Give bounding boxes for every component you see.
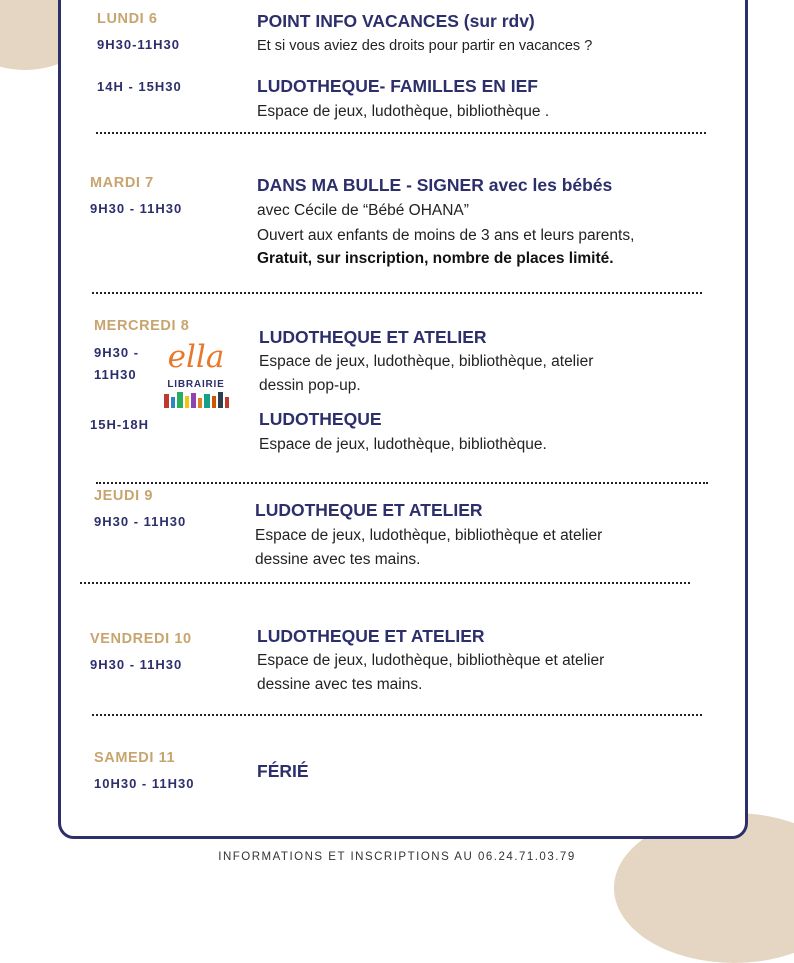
separator <box>80 582 690 584</box>
time-mercredi-afternoon: 15H-18H <box>90 417 150 432</box>
day-jeudi: JEUDI 9 <box>94 488 153 504</box>
title-ludotheque-atelier-jeudi: LUDOTHEQUE ET ATELIER <box>255 500 483 520</box>
desc-mardi-2: Ouvert aux enfants de moins de 3 ans et leurs parents, <box>257 227 635 244</box>
time-jeudi: 9H30 - 11H30 <box>94 514 187 529</box>
desc-mercredi-2: dessin pop-up. <box>259 377 361 394</box>
footer-contact: INFORMATIONS ET INSCRIPTIONS AU 06.24.71.03.79 <box>218 851 576 863</box>
desc-ludotheque-ief: Espace de jeux, ludothèque, bibliothèque . <box>257 103 550 120</box>
time-lundi-morning: 9H30-11H30 <box>97 37 180 52</box>
desc-vendredi-1: Espace de jeux, ludothèque, bibliothèque et atelier <box>257 652 605 669</box>
title-ludotheque-atelier-vendredi: LUDOTHEQUE ET ATELIER <box>257 626 485 646</box>
day-lundi: LUNDI 6 <box>97 11 158 27</box>
desc-mardi-3: Gratuit, sur inscription, nombre de places limité. <box>257 250 614 267</box>
separator <box>92 714 702 716</box>
title-ludotheque-atelier-mercredi: LUDOTHEQUE ET ATELIER <box>259 327 487 347</box>
title-dans-ma-bulle: DANS MA BULLE - SIGNER avec les bébés <box>257 175 613 195</box>
desc-jeudi-2: dessine avec tes mains. <box>255 551 421 568</box>
logo-subtitle: LIBRAIRIE <box>167 379 225 390</box>
time-mercredi-line2: 11H30 <box>94 367 137 382</box>
desc-mercredi-1: Espace de jeux, ludothèque, bibliothèque, atelier <box>259 353 594 370</box>
title-ludotheque-mercredi: LUDOTHEQUE <box>259 409 382 429</box>
time-vendredi: 9H30 - 11H30 <box>90 657 183 672</box>
day-mercredi: MERCREDI 8 <box>94 318 190 334</box>
title-point-info: POINT INFO VACANCES (sur rdv) <box>257 11 535 31</box>
separator <box>96 132 706 134</box>
ella-librairie-logo <box>162 338 230 412</box>
time-mardi: 9H30 - 11H30 <box>90 201 183 216</box>
time-lundi-afternoon: 14H - 15H30 <box>97 79 182 94</box>
desc-vendredi-2: dessine avec tes mains. <box>257 676 423 693</box>
logo-name: ella <box>167 339 225 375</box>
time-mercredi-line1: 9H30 - <box>94 345 140 360</box>
desc-point-info: Et si vous aviez des droits pour partir en vacances ? <box>257 38 593 54</box>
title-ferie: FÉRIÉ <box>257 761 309 781</box>
desc-mardi-1: avec Cécile de “Bébé OHANA” <box>257 202 469 219</box>
desc-ludotheque-mercredi: Espace de jeux, ludothèque, bibliothèque. <box>259 436 547 453</box>
day-samedi: SAMEDI 11 <box>94 750 176 766</box>
separator <box>96 482 708 484</box>
desc-jeudi-1: Espace de jeux, ludothèque, bibliothèque et atelier <box>255 527 603 544</box>
time-samedi: 10H30 - 11H30 <box>94 776 195 791</box>
title-ludotheque-ief: LUDOTHEQUE- FAMILLES EN IEF <box>257 76 538 96</box>
day-vendredi: VENDREDI 10 <box>90 631 192 647</box>
day-mardi: MARDI 7 <box>90 175 154 191</box>
separator <box>92 292 702 294</box>
